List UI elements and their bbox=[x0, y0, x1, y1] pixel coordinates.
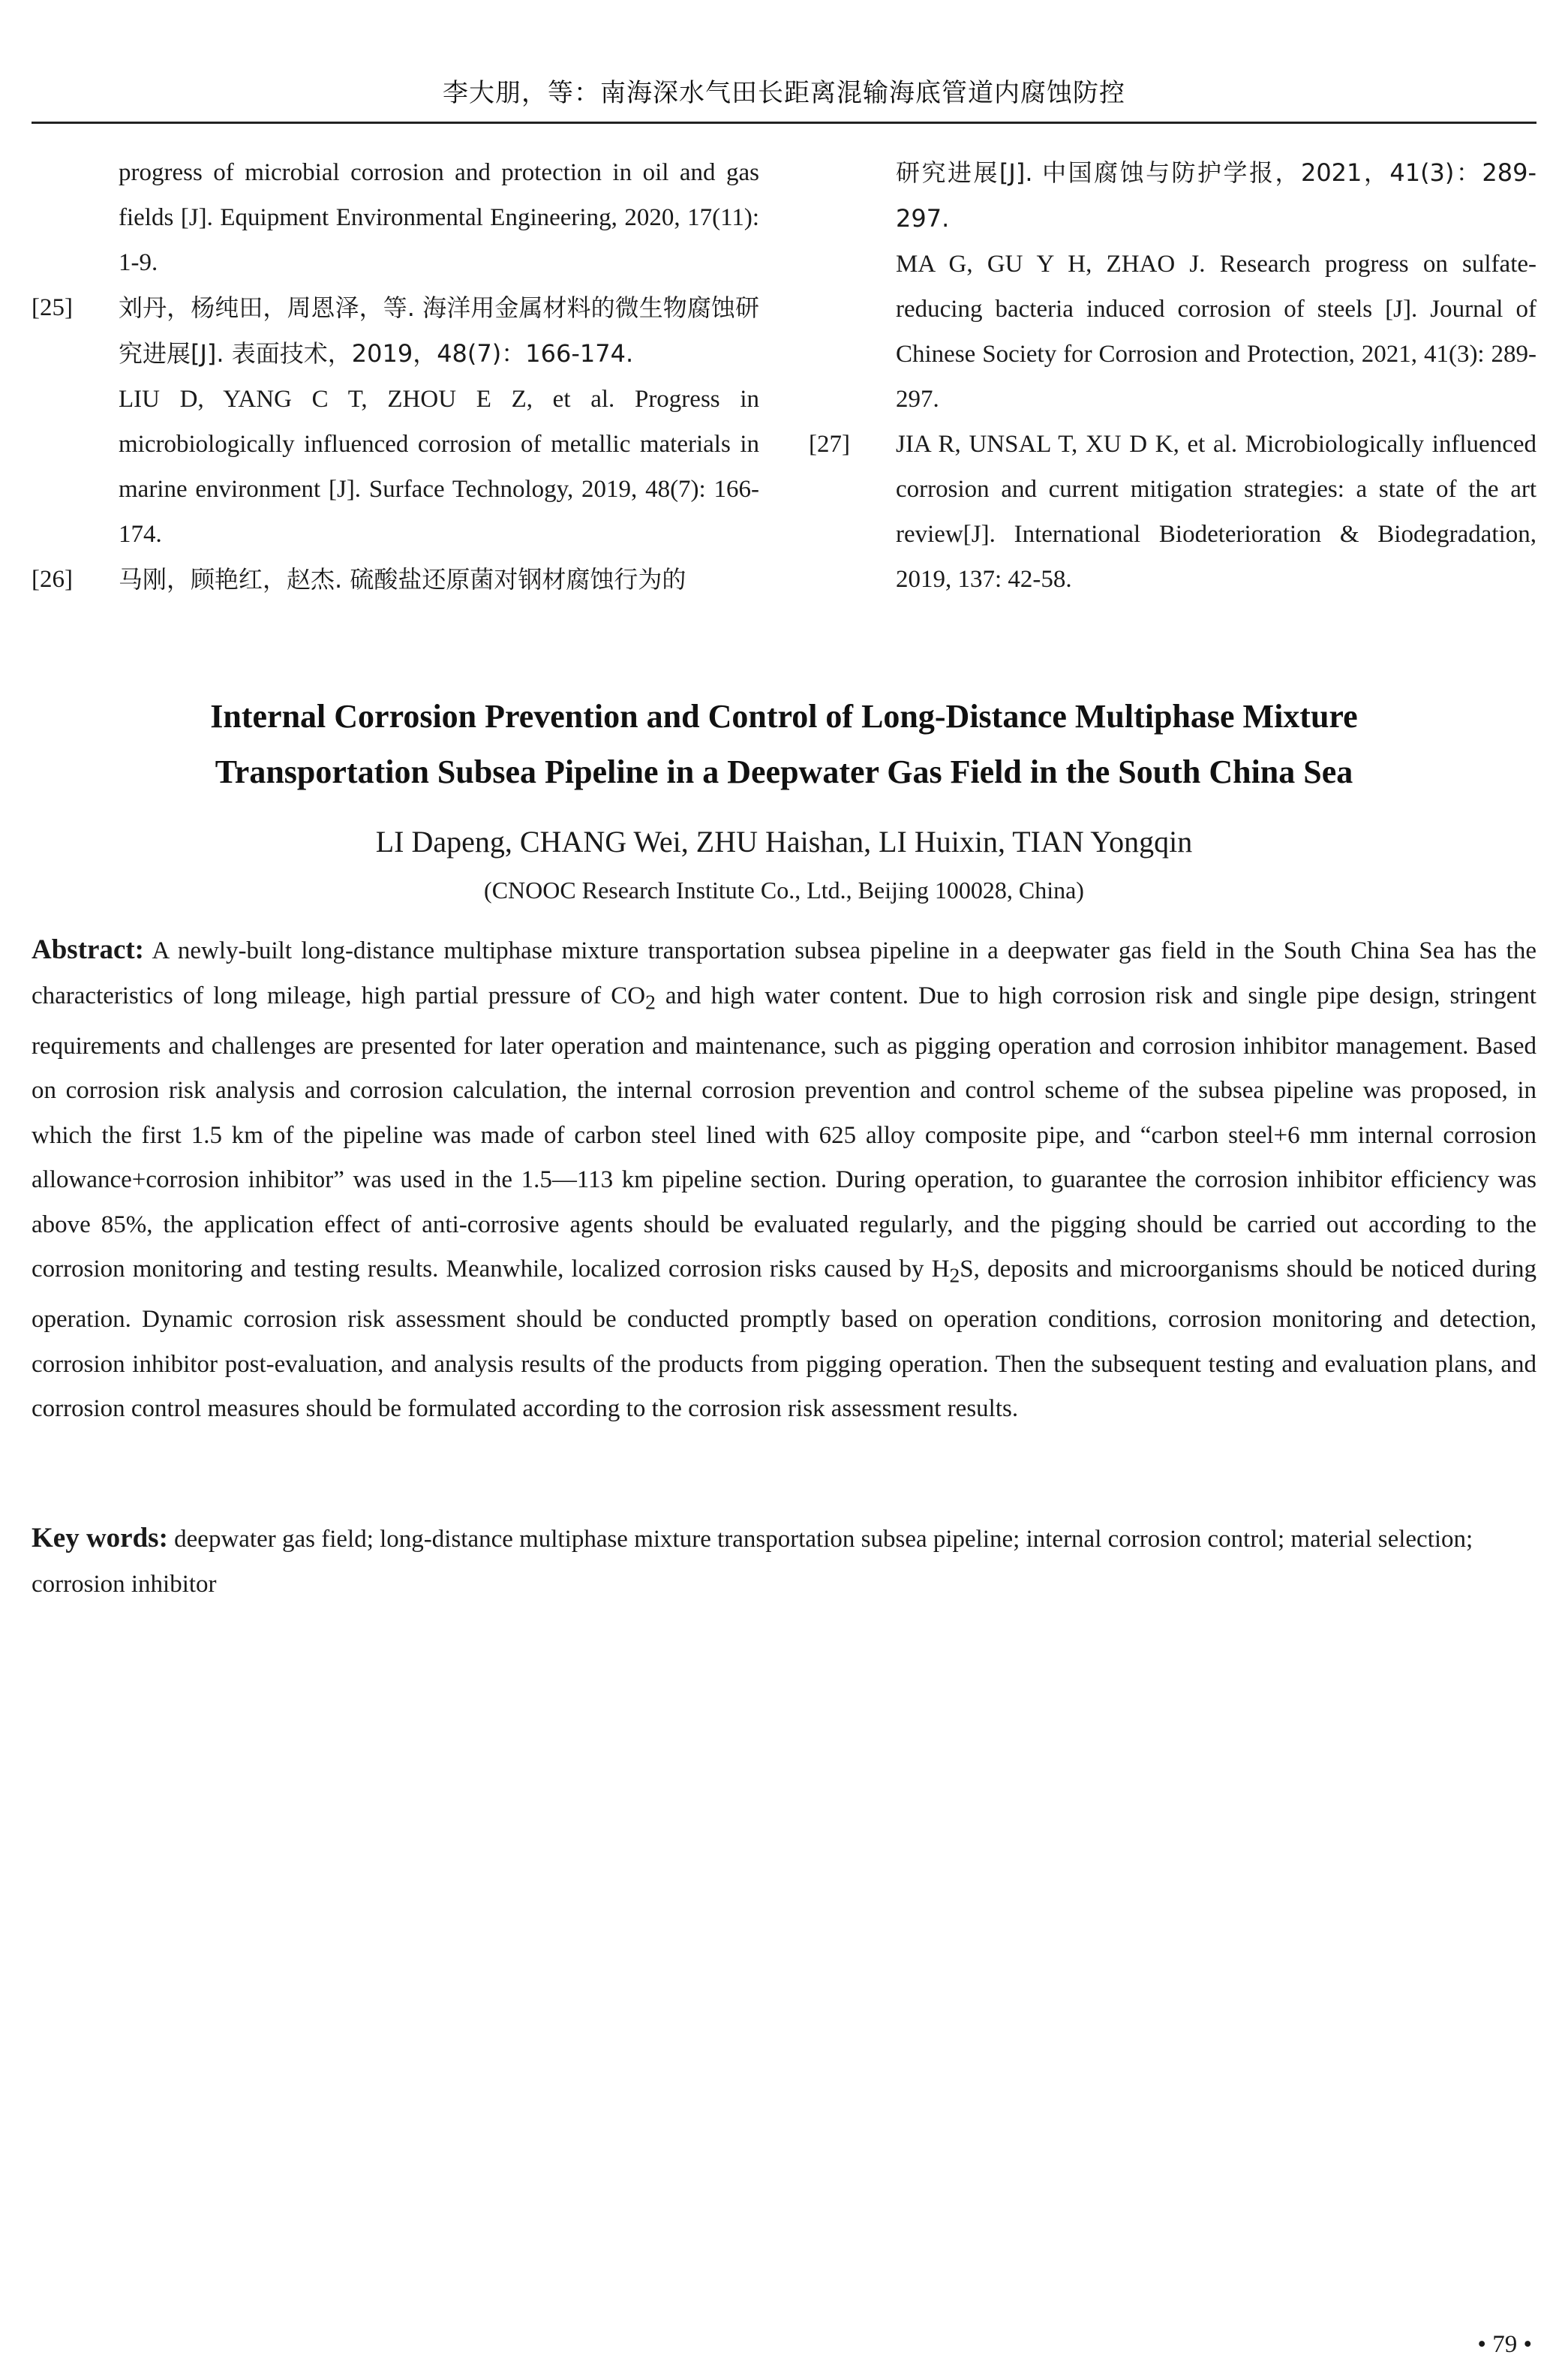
keywords bbox=[32, 1516, 1536, 1607]
subscript: 2 bbox=[949, 1263, 960, 1287]
reference-text-chinese: 马刚，顾艳红，赵杰. 硫酸盐还原菌对钢材腐蚀行为的 bbox=[119, 565, 686, 594]
references-left-column bbox=[32, 150, 759, 603]
reference-text-english: JIA R, UNSAL T, XU D K, et al. Microbiologically influenced corrosion and current mitigation strategies: a state of the art review[J]. International Biodeterioration & Biodegradation, 2019, 137: 42-58. bbox=[896, 431, 1536, 593]
header-rule bbox=[32, 122, 1536, 124]
page-number: • 79 • bbox=[1477, 2331, 1532, 2358]
reference-text-english: MA G, GU Y H, ZHAO J. Research progress on sulfate-reducing bacteria induced corrosion of steels [J]. Journal of Chinese Society for Corrosion and Protection, 2021, 41(3): 289-297. bbox=[896, 251, 1536, 413]
reference-number: [25] bbox=[32, 294, 73, 321]
keywords-text: deepwater gas field; long-distance multiphase mixture transportation subsea pipeline; internal corrosion control; material selection; corrosion inhibitor bbox=[32, 1526, 1473, 1598]
abstract bbox=[32, 928, 1536, 1432]
english-title: Internal Corrosion Prevention and Control of Long-Distance Multiphase Mixture Transportation Subsea Pipeline in a Deepwater Gas Field in the South China Sea bbox=[210, 698, 1358, 790]
reference-number: [26] bbox=[32, 566, 73, 593]
abstract-text-part2: and high water content. Due to high corrosion risk and single pipe design, stringent requirements and challenges are presented for later operation and maintenance, such as pigging operation and corrosion inhibitor management. Based on corrosion risk analysis and corrosion calculation, the internal corrosion prevention and control scheme of the subsea pipeline was proposed, in which the first 1.5 km of the pipeline was made of carbon steel lined with 625 alloy composite pipe, and “carbon steel+6 mm internal corrosion allowance+corrosion inhibitor” was used in the 1.5—113 km pipeline section. During operation, to guarantee the corrosion inhibitor efficiency was above 85%, the application effect of anti-corrosive agents should be evaluated regularly, and the pigging should be carried out according to the corrosion monitoring and testing results. Meanwhile, localized corrosion risks caused by H bbox=[32, 982, 1536, 1283]
abstract-text-part1: A newly-built long-distance multiphase mixture transportation subsea pipeline in a deepwater gas field in the South China Sea has the characteristics of long mileage, high partial pressure of CO bbox=[32, 937, 1536, 1009]
references-right-column bbox=[809, 150, 1536, 602]
reference-24-continuation bbox=[32, 150, 759, 285]
reference-26 bbox=[32, 557, 759, 603]
reference-text-english: LIU D, YANG C T, ZHOU E Z, et al. Progress in microbiologically influenced corrosion of metallic materials in marine environment [J]. Surface Technology, 2019, 48(7): 166-174. bbox=[119, 386, 759, 548]
reference-26-continuation bbox=[809, 150, 1536, 422]
keywords-label: Key words: bbox=[32, 1523, 168, 1553]
running-header: 李大朋，等：南海深水气田长距离混输海底管道内腐蚀防控 bbox=[443, 78, 1125, 108]
abstract-label: Abstract: bbox=[32, 934, 145, 965]
affiliation: (CNOOC Research Institute Co., Ltd., Beijing 100028, China) bbox=[484, 877, 1084, 904]
reference-text-chinese: 刘丹，杨纯田，周恩泽，等. 海洋用金属材料的微生物腐蚀研究进展[J]. 表面技术，2019，48(7)：166-174. bbox=[119, 293, 759, 368]
reference-text-chinese: 研究进展[J]. 中国腐蚀与防护学报，2021，41(3)：289-297. bbox=[896, 158, 1536, 233]
reference-27 bbox=[809, 422, 1536, 602]
subscript: 2 bbox=[645, 990, 656, 1014]
author-list: LI Dapeng, CHANG Wei, ZHU Haishan, LI Huixin, TIAN Yongqin bbox=[375, 825, 1193, 859]
reference-number: [27] bbox=[809, 431, 850, 458]
reference-text: progress of microbial corrosion and protection in oil and gas fields [J]. Equipment Environmental Engineering, 2020, 17(11): 1-9. bbox=[119, 159, 759, 276]
reference-25 bbox=[32, 285, 759, 557]
abstract-text-part3: S, deposits and microorganisms should be noticed during operation. Dynamic corrosion risk assessment should be conducted promptly based on operation conditions, corrosion monitoring and detection, corrosion inhibitor post-evaluation, and analysis results of the products from pigging operation. Then the subsequent testing and evaluation plans, and corrosion control measures should be formulated according to the corrosion risk assessment results. bbox=[32, 1256, 1536, 1423]
